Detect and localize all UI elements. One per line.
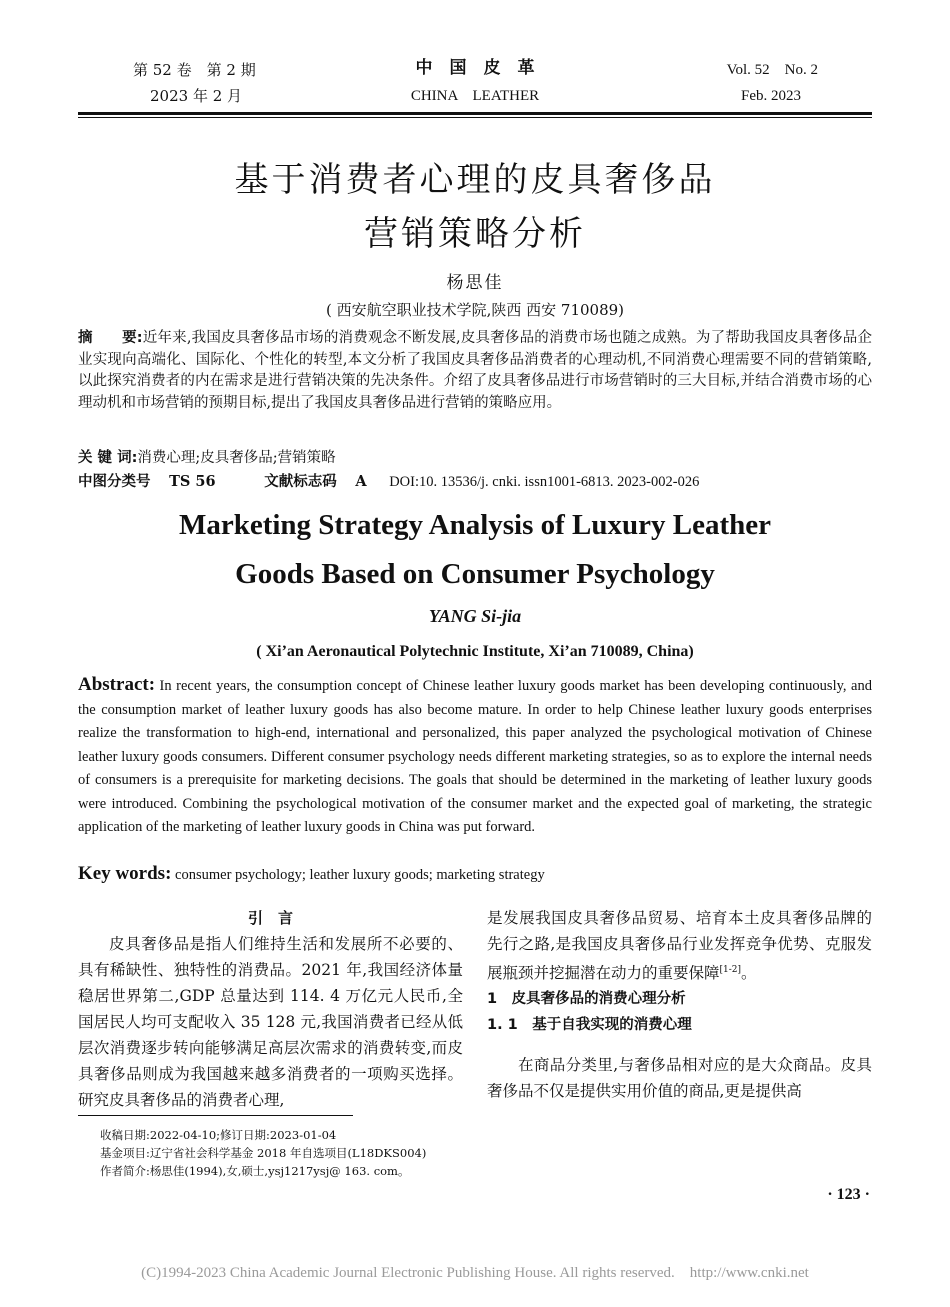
header-date-en: Feb. 2023 — [741, 88, 801, 104]
header-journal-en: CHINA LEATHER — [410, 88, 540, 104]
right-column — [487, 905, 872, 1104]
doc-code-label: 文献标志码 — [264, 474, 337, 490]
citation-1-2: [1-2] — [719, 965, 742, 975]
keywords-cn — [78, 448, 872, 470]
left-column — [78, 905, 463, 1113]
author-cn: 杨思佳 — [446, 273, 504, 293]
title-cn-line1: 基于消费者心理的皮具奢侈品 — [234, 160, 716, 200]
doi: DOI:10. 13536/j. cnki. issn1001-6813. 2023-002-026 — [389, 474, 700, 490]
title-en-line2: Goods Based on Consumer Psychology — [235, 558, 715, 590]
abstract-en-text: In recent years, the consumption concept of Chinese leather luxury goods market has been developing continuously, and the consumption market of leather luxury goods has also become mature. In order to help Chinese leather luxury goods enterprises realize the transformation to high-end, international and personalized, this paper analyzed the psychological motivation of Chinese leather luxury goods consumers. Different consumer psychology needs different marketing strategies, so as to explore the internal needs of consumers is a prerequisite for marketing decisions. The goals that should be determined in the marketing of leather luxury goods were introduced. Combining the psychological motivation of the consumer market and the expected goal of marketing, the strategic application of the marketing of leather luxury goods in China was put forward. — [78, 678, 872, 835]
clc-label: 中图分类号 — [78, 474, 151, 490]
intro-paragraph: 皮具奢侈品是指人们维持生活和发展所不必要的、具有稀缺性、独特性的消费品。2021 年,我国经济体量稳居世界第二,GDP 总量达到 114. 4 万亿元人民币,全国居民人均可支配收入 35 128 元,我国消费者已经从低层次消费逐步转向能够满足高层次需求的消费转变,而皮具奢侈品则成为我国越来越多消费者的一项购买选择。研究皮具奢侈品的消费者心理, — [78, 935, 463, 1109]
abstract-cn — [78, 328, 872, 414]
right-paragraph-1-text: 是发展我国皮具奢侈品贸易、培育本土皮具奢侈品牌的先行之路,是我国皮具奢侈品行业发挥竞争优势、克服发展瓶颈并挖掘潜在动力的重要保障 — [487, 909, 872, 983]
footnote-author-info: 作者简介:杨思佳(1994),女,硕士,ysj1217ysj@ 163. com。 — [100, 1164, 410, 1178]
footnote-rule — [78, 1115, 353, 1116]
right-paragraph-1 — [487, 905, 872, 986]
clc-value: TS 56 — [169, 473, 216, 490]
keywords-en-text: consumer psychology; leather luxury goods; marketing strategy — [171, 867, 545, 883]
header-volume-issue-en: Vol. 52 No. 2 — [726, 62, 818, 78]
section-heading-intro: 引 言 — [247, 909, 293, 927]
title-cn-line2: 营销策略分析 — [364, 214, 586, 254]
abstract-cn-label: 摘 要: — [78, 330, 143, 346]
section-1-heading: 1 皮具奢侈品的消费心理分析 — [487, 991, 686, 1008]
header-date-cn: 2023 年 2 月 — [150, 87, 243, 105]
footnote-fund: 基金项目:辽宁省社会科学基金 2018 年自选项目(L18DKS004) — [100, 1146, 427, 1160]
keywords-en-label: Key words: — [78, 863, 172, 884]
affiliation-cn: ( 西安航空职业技术学院,陕西 西安 710089) — [325, 301, 625, 319]
header-rule-thick — [78, 112, 872, 115]
right-paragraph-2: 在商品分类里,与奢侈品相对应的是大众商品。皮具奢侈品不仅是提供实用价值的商品,更是提供高 — [487, 1056, 872, 1101]
title-en-line1: Marketing Strategy Analysis of Luxury Leather — [178, 509, 772, 541]
affiliation-en: ( Xi’an Aeronautical Polytechnic Institute, Xi’an 710089, China) — [256, 643, 694, 660]
keywords-cn-text: 消费心理;皮具奢侈品;营销策略 — [137, 450, 336, 466]
page-number: · 123 · — [827, 1186, 870, 1203]
keywords-en — [78, 862, 872, 888]
doc-code-value: A — [355, 473, 367, 490]
copyright-notice: (C)1994-2023 China Academic Journal Electronic Publishing House. All rights reserved. http://www.cnki.net — [141, 1265, 809, 1281]
abstract-cn-text: 近年来,我国皮具奢侈品市场的消费观念不断发展,皮具奢侈品的消费市场也随之成熟。为了帮助我国皮具奢侈品企业实现向高端化、国际化、个性化的转型,本文分析了我国皮具奢侈品消费者的心理动机,不同消费心理需要不同的营销策略,以此探究消费者的内在需求是进行营销决策的先决条件。介绍了皮具奢侈品进行市场营销时的三大目标,并结合消费市场的心理动机和市场营销的预期目标,提出了我国皮具奢侈品进行营销的策略应用。 — [78, 330, 872, 411]
abstract-en — [78, 673, 872, 840]
header-journal-cn: 中 国 皮 革 — [415, 58, 535, 78]
footnote-received: 收稿日期:2022-04-10;修订日期:2023-01-04 — [100, 1128, 337, 1142]
keywords-cn-label: 关 键 词: — [78, 450, 138, 466]
header-volume-issue-cn: 第 52 卷 第 2 期 — [133, 61, 256, 79]
header-rule-thin — [78, 117, 872, 118]
abstract-en-label: Abstract: — [78, 674, 156, 695]
right-paragraph-1-end: 。 — [741, 964, 757, 983]
author-en: YANG Si-jia — [428, 606, 522, 626]
section-1-1-heading: 1. 1 基于自我实现的消费心理 — [487, 1017, 692, 1034]
classification-line — [78, 471, 872, 493]
